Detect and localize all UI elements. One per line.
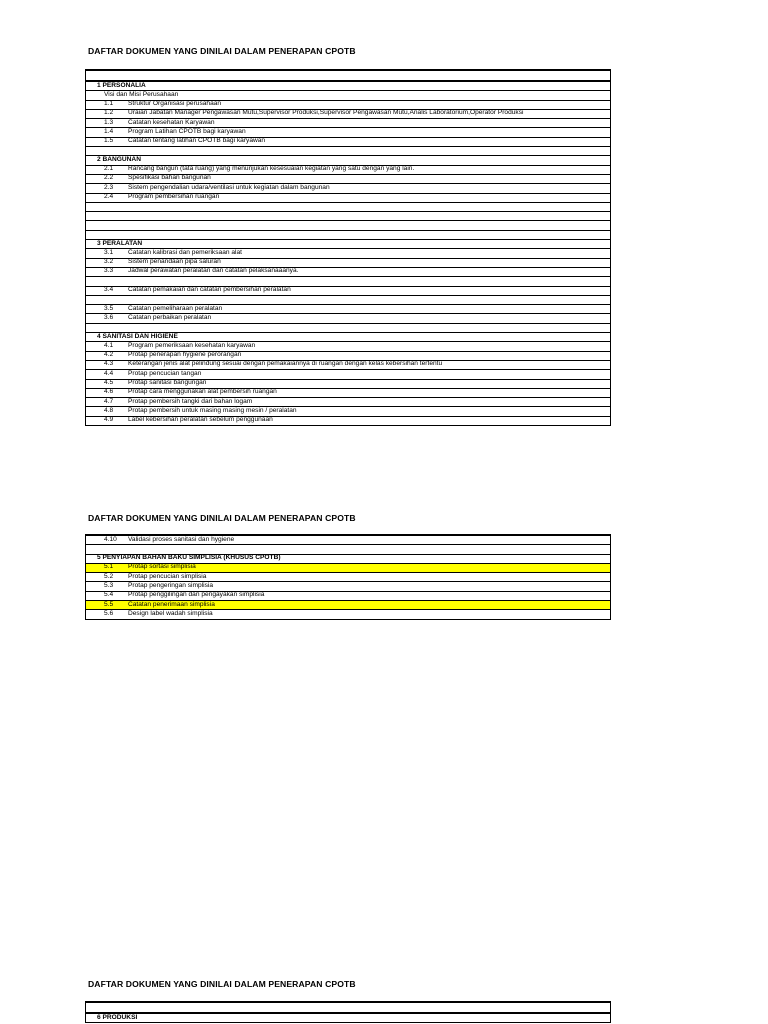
page1-title: DAFTAR DOKUMEN YANG DINILAI DALAM PENERAPAN CPOTB [88, 46, 356, 56]
blank-row [86, 324, 610, 333]
blank-row [86, 147, 610, 156]
item-description: Protap pembersih untuk masing masing mesin / peralatan [128, 407, 297, 414]
item-description: Protap penggilingan dan pengayakan simplisia [128, 591, 265, 599]
table-row [86, 268, 610, 277]
item-description: Struktur Organisasi perusahaan [128, 100, 222, 108]
table-header-row [86, 71, 610, 82]
item-description: Protap pencucian simplisia [128, 573, 207, 580]
section-header-row [86, 1014, 610, 1023]
table-row [86, 573, 610, 582]
table-row [86, 601, 610, 610]
table-row [86, 138, 610, 147]
item-description: Catatan kalibrasi dan pemeriksaan alat [128, 249, 242, 256]
item-description: Protap sanitasi bangungan [128, 379, 207, 386]
blank-row [86, 296, 610, 305]
item-number: 4.8 [104, 407, 114, 414]
item-number: 2.4 [104, 193, 114, 201]
item-description: Protap penerapan hygiene perorangan [128, 351, 242, 359]
item-number: 3.2 [104, 258, 114, 266]
section-header-row [86, 156, 610, 165]
blank-row [86, 545, 610, 554]
page3-document-table [85, 1001, 611, 1023]
item-number: 4.3 [104, 360, 114, 368]
table-row [86, 128, 610, 137]
item-description: Keterangan jenis alat pelindung sesuai dengan pemakaiannya di ruangan dengan kelas kebersihan tertentu [128, 360, 443, 368]
table-row [86, 370, 610, 379]
item-number: 5.4 [104, 591, 114, 599]
section-title: 3 PERALATAN [97, 240, 143, 247]
item-number: 1.1 [104, 100, 114, 108]
item-number: 4.6 [104, 388, 114, 396]
item-description: Protap sortasi simplisia [128, 563, 196, 571]
table-row [86, 592, 610, 601]
item-number: 1.2 [104, 109, 114, 117]
item-number: 4.9 [104, 416, 114, 424]
row-text: Visi dan Misi Perusahaan [104, 91, 179, 98]
item-number: 2.1 [104, 165, 114, 173]
item-number: 2.2 [104, 174, 114, 182]
table-row [86, 175, 610, 184]
item-number: 1.5 [104, 137, 114, 145]
table-row [86, 314, 610, 323]
table-row [86, 407, 610, 416]
table-row [86, 119, 610, 128]
item-description: Catatan pemakaian dan catatan pembersihan peralatan [128, 286, 291, 294]
table-row [86, 91, 610, 100]
item-number: 4.7 [104, 398, 114, 405]
item-description: Program pembersihan ruangan [128, 193, 220, 201]
section-header-row [86, 333, 610, 342]
item-number: 5.5 [104, 601, 114, 608]
item-number: 5.1 [104, 563, 114, 571]
item-number: 1.3 [104, 119, 114, 126]
table-row [86, 361, 610, 370]
table-row [86, 582, 610, 591]
blank-row [86, 212, 610, 221]
item-number: 4.5 [104, 379, 114, 386]
table-row [86, 389, 610, 398]
item-number: 1.4 [104, 128, 114, 135]
blank-row [86, 277, 610, 286]
table-header-row [86, 1003, 610, 1014]
page3-title: DAFTAR DOKUMEN YANG DINILAI DALAM PENERAPAN CPOTB [88, 979, 356, 989]
item-description: Program Latihan CPOTB bagi karyawan [128, 128, 246, 135]
item-description: Design label wadah simplisia [128, 610, 213, 617]
item-description: Protap pembersih tangki dari bahan logam [128, 398, 253, 405]
item-description: Catatan pemeliharaan peralatan [128, 305, 223, 312]
item-number: 3.3 [104, 267, 114, 275]
item-description: Catatan kesehatan Karyawan [128, 119, 215, 126]
table-row [86, 352, 610, 361]
section-title: 1 PERSONALIA [97, 82, 146, 89]
item-description: Catatan penerimaan simplisia [128, 601, 215, 608]
item-number: 3.5 [104, 305, 114, 312]
section-title: 6 PRODUKSI [97, 1014, 138, 1021]
page2-document-table [85, 534, 611, 620]
item-description: Sistem penandaan pipa saluran [128, 258, 221, 266]
table-row [86, 342, 610, 351]
item-number: 4.1 [104, 342, 114, 349]
item-description: Sistem pengendalian udara/ventilasi untuk kegiatan dalam bangunan [128, 184, 330, 191]
item-description: Rancang bangun (tata ruang) yang menunjukan kesesuaian kegiatan yang satu dengan yang lain. [128, 165, 415, 173]
item-number: 3.6 [104, 314, 114, 321]
section-title: 4 SANITASI DAN HIGIENE [97, 333, 178, 340]
item-description: Protap pencucian tangan [128, 370, 202, 377]
table-row [86, 249, 610, 258]
item-description: Protap cara menggunakan alat pembersih ruangan [128, 388, 277, 396]
table-row [86, 380, 610, 389]
item-description: Uraian Jabatan Manager Pengawasan Mutu,Supervisor Produksi,Supervisor Pengawasan Mutu,Analis Laboratorium,Operator Produksi [128, 109, 524, 117]
table-row [86, 110, 610, 119]
table-row [86, 184, 610, 193]
section-title: 5 PENYIAPAN BAHAN BAKU SIMPLISIA (KHUSUS CPOTB) [97, 554, 281, 562]
item-description: Catatan tentang latihan CPOTB bagi karyawan [128, 137, 266, 145]
item-number: 5.2 [104, 573, 114, 580]
table-row [86, 610, 610, 619]
item-description: Catatan perbaikan peralatan [128, 314, 212, 321]
section-header-row [86, 555, 610, 564]
item-description: Label kebersihan peralatan sebelum penggunaan [128, 416, 273, 424]
table-row [86, 536, 610, 545]
table-row [86, 305, 610, 314]
item-description: Spesifikasi bahan bangunan [128, 174, 211, 182]
blank-row [86, 221, 610, 230]
item-description: Program pemeriksaan kesehatan karyawan [128, 342, 256, 349]
section-header-row [86, 82, 610, 91]
item-number: 2.3 [104, 184, 114, 191]
item-number: 3.1 [104, 249, 114, 256]
table-row [86, 194, 610, 203]
page1-document-table [85, 69, 611, 426]
item-description: Jadwal perawatan peralatan dan catatan pelaksanaaanya. [128, 267, 299, 275]
table-row [86, 101, 610, 110]
section-header-row [86, 240, 610, 249]
table-row [86, 417, 610, 426]
blank-row [86, 231, 610, 240]
table-row [86, 166, 610, 175]
item-number: 4.2 [104, 351, 114, 359]
item-number: 5.6 [104, 610, 114, 617]
table-row [86, 259, 610, 268]
blank-row [86, 203, 610, 212]
table-row [86, 287, 610, 296]
page2-title: DAFTAR DOKUMEN YANG DINILAI DALAM PENERAPAN CPOTB [88, 513, 356, 523]
table-row [86, 564, 610, 573]
table-row [86, 398, 610, 407]
item-number: 4.10 [104, 536, 117, 543]
item-description: Protap pengeringan simplisia [128, 582, 214, 589]
item-description: Validasi proses sanitasi dan hygiene [128, 536, 235, 543]
item-number: 5.3 [104, 582, 114, 589]
section-title: 2 BANGUNAN [97, 156, 141, 163]
item-number: 4.4 [104, 370, 114, 377]
item-number: 3.4 [104, 286, 114, 294]
